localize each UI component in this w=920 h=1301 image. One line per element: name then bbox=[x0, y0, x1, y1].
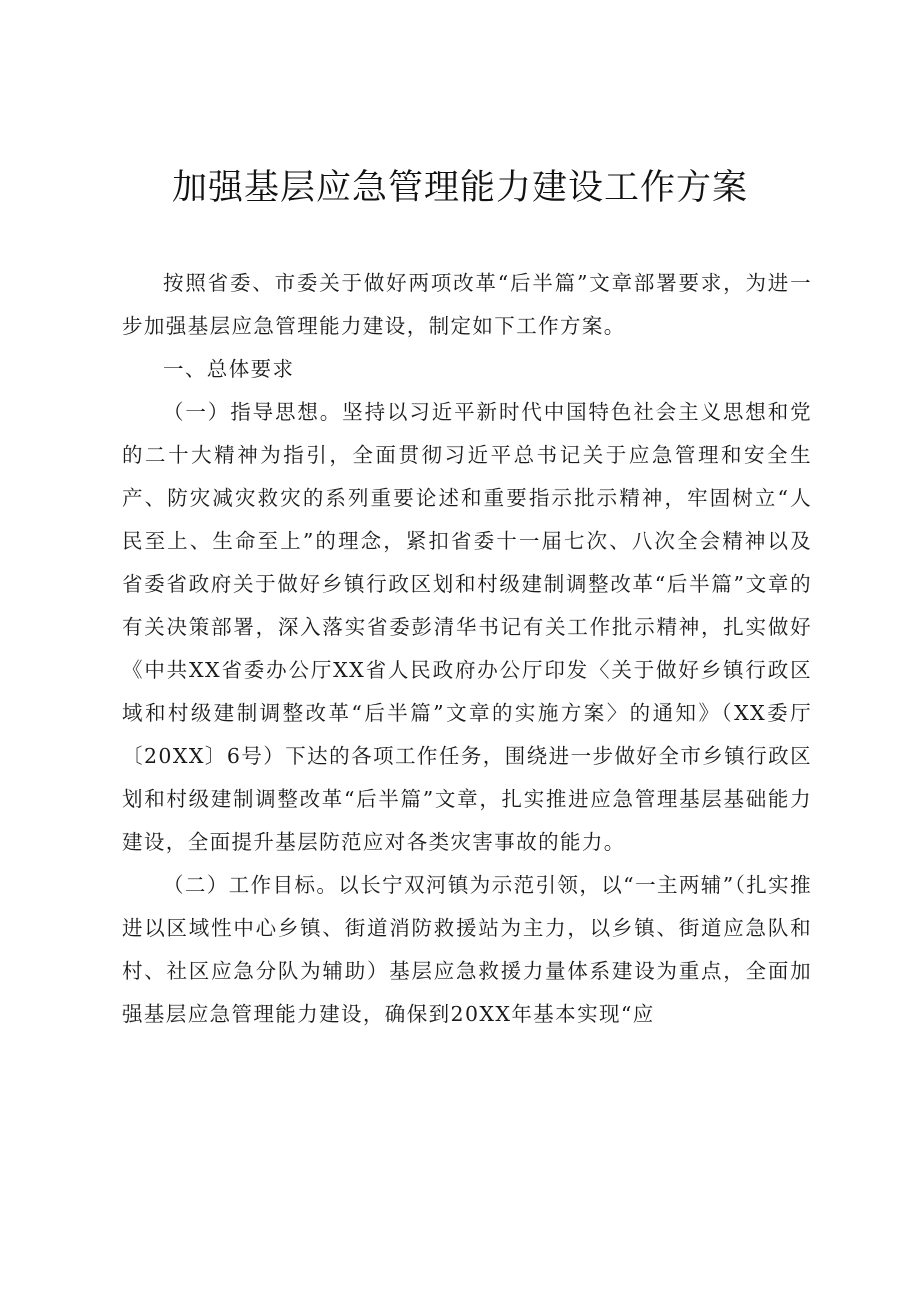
intro-paragraph: 按照省委、市委关于做好两项改革“后半篇”文章部署要求，为进一步加强基层应急管理能力建设，制定如下工作方案。 bbox=[122, 271, 812, 338]
document-body bbox=[122, 262, 812, 1036]
work-objectives-paragraph: （二）工作目标。以长宁双河镇为示范引领，以“一主两辅”（扎实推进以区域性中心乡镇、街道消防救援站为主力，以乡镇、街道应急队和村、社区应急分队为辅助）基层应急救援力量体系建设为重点，全面加强基层应急管理能力建设，确保到20XX年基本实现“应 bbox=[122, 873, 812, 1026]
section-heading-general-requirements: 一、总体要求 bbox=[163, 357, 295, 381]
document-title: 加强基层应急管理能力建设工作方案 bbox=[171, 168, 748, 208]
guiding-ideology-paragraph: （一）指导思想。坚持以习近平新时代中国特色社会主义思想和党的二十大精神为指引，全面贯彻习近平总书记关于应急管理和安全生产、防灾减灾救灾的系列重要论述和重要指示批示精神，牢固树立“人民至上、生命至上”的理念，紧扣省委十一届七次、八次全会精神以及省委省政府关于做好乡镇行政区划和村级建制调整改革“后半篇”文章的有关决策部署，深入落实省委彭清华书记有关工作批示精神，扎实做好《中共XX省委办公厅XX省人民政府办公厅印发〈关于做好乡镇行政区域和村级建制调整改革“后半篇”文章的实施方案〉的通知》（XX委厅〔20XX〕6号）下达的各项工作任务，围绕进一步做好全市乡镇行政区划和村级建制调整改革“后半篇”文章，扎实推进应急管理基层基础能力建设，全面提升基层防范应对各类灾害事故的能力。 bbox=[122, 400, 812, 854]
